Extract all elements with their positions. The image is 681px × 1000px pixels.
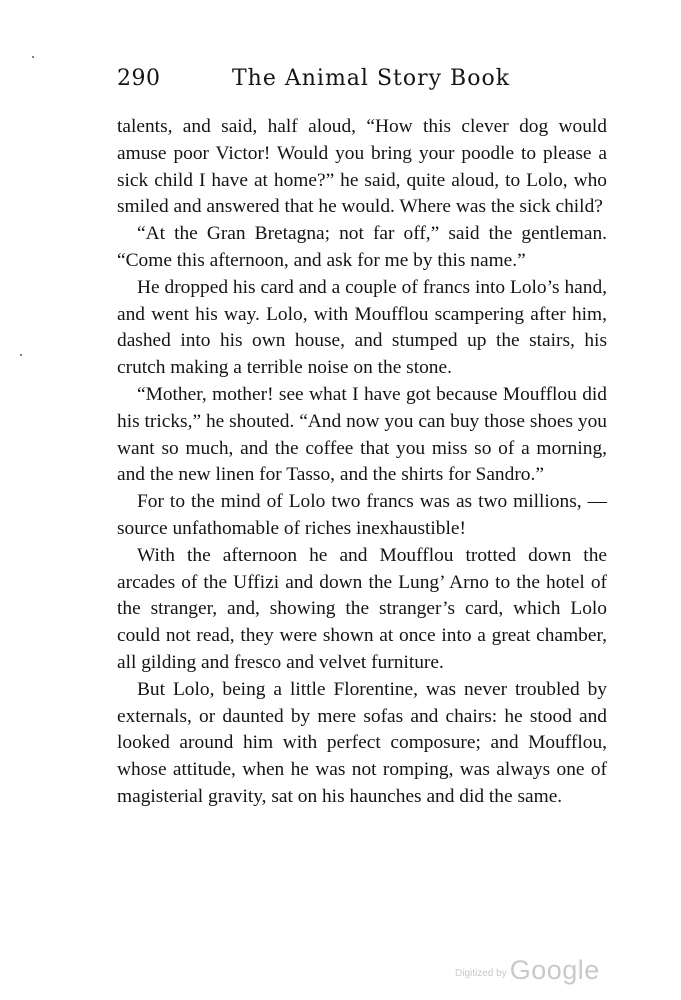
google-logo: Google (509, 955, 600, 985)
scan-speck (32, 56, 34, 58)
digitized-label: Digitized by (455, 968, 507, 979)
paragraph: “At the Gran Bretagna; not far off,” said the gentleman. “Come this afternoon, and ask for me by this name.” (117, 223, 607, 271)
scan-speck (20, 354, 22, 356)
paragraph: He dropped his card and a couple of francs into Lolo’s hand, and went his way. Lolo, with Moufflou scampering after him, dashed into his own house, and stumped up the stairs, his crutch making a terrible noise on the stone. (117, 276, 607, 379)
paragraph: For to the mind of Lolo two francs was as two millions, — source unfathomable of riches inexhaustible! (117, 491, 607, 539)
page-header (117, 66, 607, 102)
paragraph: talents, and said, half aloud, “How this clever dog would amuse poor Victor! Would you bring your poodle to please a sick child I have at home?” he said, quite aloud, to Lolo, who smiled and answered that he would. Where was the sick child? (117, 116, 607, 218)
paragraph: “Mother, mother! see what I have got because Moufflou did his tricks,” he shouted. “And now you can buy those shoes you want so much, and the coffee that you miss so of a morning, and the new linen for Tasso, and the shirts for Sandro.” (117, 383, 607, 486)
running-title: The Animal Story Book (232, 66, 511, 91)
digitized-watermark (455, 955, 600, 986)
paragraph: But Lolo, being a little Florentine, was never troubled by externals, or daunted by mere sofas and chairs: he stood and looked around him with perfect composure; and Moufflou, whose attitude, when he was not romping, was always one of magisterial gravity, sat on his haunches and did the same. (117, 678, 607, 807)
paragraph: With the afternoon he and Moufflou trotted down the arcades of the Uffizi and down the Lung’ Arno to the hotel of the stranger, and, showing the stranger’s card, which Lolo could not read, they were shown at once into a great chamber, all gilding and fresco and velvet furniture. (117, 544, 607, 673)
page-number: 290 (117, 66, 161, 91)
body-text (117, 114, 607, 811)
